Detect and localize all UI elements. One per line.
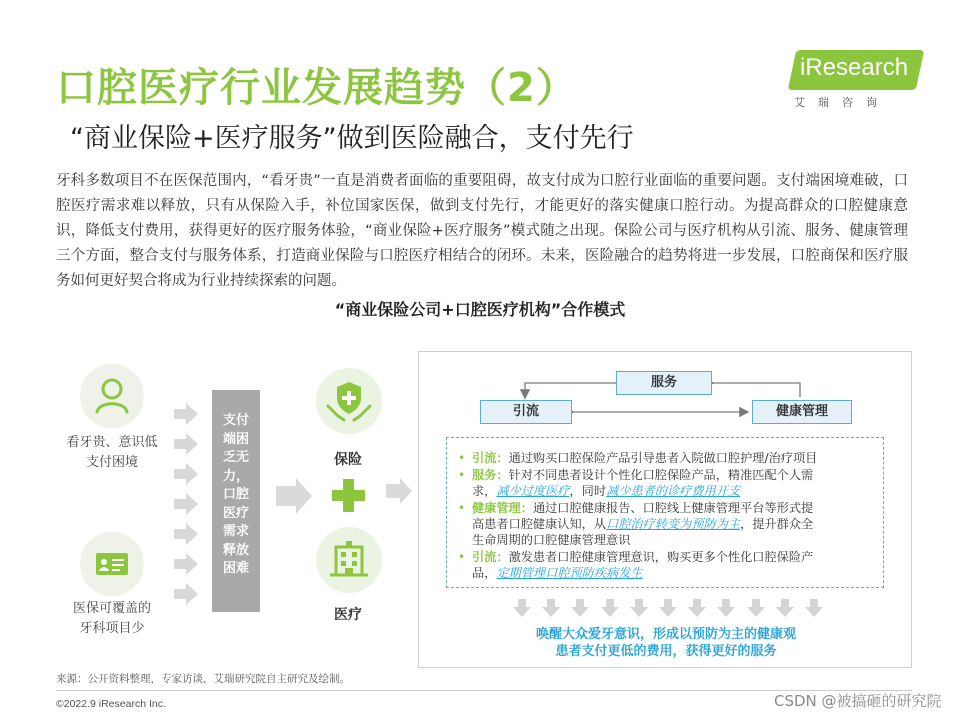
arrow-down-icon [600,598,620,618]
left-label-bottom [42,599,182,639]
gray-line: 困难 [222,561,249,576]
gray-line: 乏无 [222,450,249,465]
left-label-top [42,433,182,473]
id-card-icon [80,532,144,596]
arrow-bar [174,439,186,449]
bullet-highlight: 减少过度医疗 [496,484,570,498]
left-label-top-line1: 看牙贵、意识低 [66,435,158,450]
payment-difficulty-box [212,390,260,612]
bullet-line3: 生命周期的口腔健康管理意识 [472,533,631,547]
bullet-item [458,500,874,548]
logo-subtext: 艾瑞咨询 [794,96,890,109]
gray-line: 支付 [222,413,249,428]
arrow-down-icon [629,598,649,618]
bullet-dot: • [458,468,466,482]
gray-line: 力， [222,468,249,484]
shield-hands-icon [316,368,382,434]
arrow-bar [174,499,186,509]
bullet-item [458,450,874,466]
arrow-down-icon [687,598,707,618]
left-label-bottom-line1: 医保可覆盖的 [72,601,151,616]
arrow-head [186,433,198,455]
bullet-highlight: 口腔治疗转变为预防为主 [606,517,741,531]
gray-line: 释放 [222,542,249,558]
arrow-down-icon [512,598,532,618]
gray-line: 需求 [222,524,249,539]
medical-label: 医疗 [334,607,362,623]
arrow-head [186,523,198,545]
left-label-top-line2: 支付困境 [85,455,138,470]
insurance-label: 保险 [334,452,362,468]
arrow-down-icon [775,598,795,618]
bullet-keyword: 服务： [472,468,509,482]
flow-health-management: 健康管理 [752,400,852,424]
copyright: ©2022.9 iResearch Inc. [56,698,166,710]
bullet-text: 求， [472,484,497,498]
iresearch-logo [792,50,922,110]
bullet-line2 [458,483,874,499]
bullet-text: ，同时 [569,484,607,498]
gray-line: 端困 [222,431,249,447]
gray-line: 医疗 [222,505,249,521]
source-note: 来源：公开资料整理，专家访谈，艾瑞研究院自主研究及绘制。 [56,673,350,685]
page-subtitle: “商业保险+医疗服务”做到医险融合，支付先行 [70,123,634,154]
payment-difficulty-text [212,412,260,579]
arrow-down-icon [804,598,824,618]
page-title: 口腔医疗行业发展趋势（2） [56,65,577,111]
arrow-down-icon [570,598,590,618]
person-icon [80,364,144,428]
flow-service: 服务 [616,371,712,395]
bullet-line2 [458,516,874,532]
arrow-down-icon [658,598,678,618]
diagram-title: “商业保险公司+口腔医疗机构”合作模式 [334,300,626,319]
arrow-head [186,463,198,485]
arrow-down-icon [541,598,561,618]
arrow-bar [174,409,186,419]
bullet-text: 激发患者口腔健康管理意识，购买更多个性化口腔保险产 [508,550,814,564]
arrow-bar [174,589,186,599]
intro-paragraph: 牙科多数项目不在医保范围内，“看牙贵”一直是消费者面临的重要阻碍，故支付成为口腔行业面临的重要问题。支付端困境难破，口腔医疗需求难以释放，只有从保险入手，补位国家医保，做到支付先行，才能更好的落实健康口腔行动。为提高群众的口腔健康意识，降低支付费用，获得更好的医疗服务体验，“商业保险+医疗服务”模式随之出现。保险公司与医疗机构从引流、服务、健康管理三个方面，整合支付与服务体系，打造商业保险与口腔医疗相结合的闭环。未来，医险融合的趋势将进一步发展，口腔商保和医疗服务如何更好契合将成为行业持续探索的问题。 [56,173,908,289]
bullet-text: 通过口腔健康报告、口腔线上健康管理平台等形式提 [532,501,814,515]
arrow-head [186,553,198,575]
arrow-bar [174,559,186,569]
bullet-highlight: 定期管理口腔预防疾病发生 [496,566,643,580]
arrow-down-icon [746,598,766,618]
gray-line: 口腔 [222,487,249,502]
chevron-right-icon [274,476,314,516]
bullet-keyword: 健康管理： [472,501,533,515]
bullet-dot: • [458,550,466,564]
bullet-text: 高患者口腔健康认知，从 [472,517,607,531]
flow-traffic: 引流 [480,400,572,424]
bullet-line2 [458,565,874,581]
conclusion-line-1: 唤醒大众爱牙意识，形成以预防为主的健康观 [535,627,796,642]
left-label-bottom-line2: 牙科项目少 [79,621,145,636]
arrow-head [186,583,198,605]
arrow-bar [174,469,186,479]
watermark: CSDN @被搞砸的研究院 [774,692,942,710]
chevron-right-icon [384,476,414,506]
arrow-down-icon [716,598,736,618]
conclusion-line-2: 患者支付更低的费用，获得更好的服务 [555,644,777,659]
bullet-item [458,467,874,499]
bullet-dot: • [458,501,466,515]
bullet-keyword: 引流： [472,451,509,465]
bullet-text: ，提升群众全 [740,517,814,531]
hospital-icon [316,527,382,593]
bullet-text: 针对不同患者设计个性化口腔保险产品，精准匹配个人需 [508,468,814,482]
arrow-head [186,403,198,425]
arrow-head [186,493,198,515]
bullet-text: 品， [472,566,497,580]
bullet-dot: • [458,451,466,465]
arrow-bar [174,529,186,539]
logo-text: iResearch [800,54,909,81]
bullet-item [458,549,874,581]
bullet-text: 通过购买口腔保险产品引导患者入院做口腔护理/治疗项目 [508,451,818,465]
plus-icon-h [332,490,365,501]
bullet-keyword: 引流： [472,550,509,564]
bullet-highlight: 减少患者的诊疗费用开支 [606,484,741,498]
